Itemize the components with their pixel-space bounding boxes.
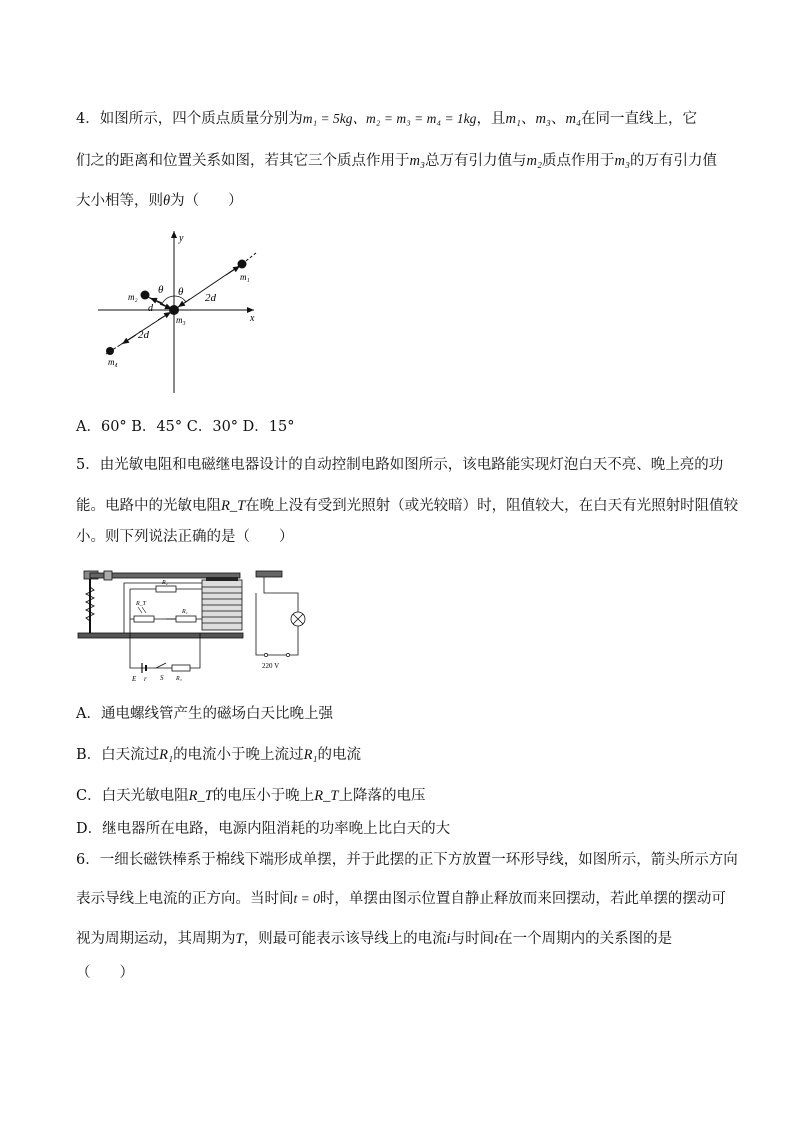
- q4-line-3: 大小相等，则θ为（ ）: [76, 193, 243, 209]
- svg-text:E: E: [132, 675, 137, 683]
- y-axis-label: y: [179, 233, 184, 244]
- svg-text:θ: θ: [178, 286, 184, 298]
- q4-figure: [90, 225, 280, 395]
- q5-figure: [76, 563, 336, 688]
- q5-option-d: D．继电器所在电路，电源内阻消耗的功率晚上比白天的大: [76, 821, 451, 837]
- mass-formula: m₁ = 5kg、m₂ = m₃ = m₄ = 1kg: [302, 111, 477, 126]
- svg-text:R₃: R₃: [176, 676, 182, 682]
- mass-m2: [141, 291, 150, 300]
- mass-m4: [106, 347, 114, 355]
- x-axis-label: x: [250, 313, 255, 324]
- q6-line-2: 表示导线上电流的正方向。当时间t = 0时，单摆由图示位置自静止释放而来回摆动，若此单摆的摆动可: [76, 891, 726, 907]
- svg-text:θ: θ: [158, 284, 164, 296]
- q4-options: A．60° B．45° C．30° D．15°: [76, 419, 295, 435]
- svg-text:2d: 2d: [205, 292, 216, 304]
- q5-option-a: A．通电螺线管产生的磁场白天比晚上强: [76, 706, 333, 722]
- svg-text:m₂: m₂: [128, 292, 138, 302]
- q5-line-2: 能。电路中的光敏电阻R_T在晚上没有受到光照射（或光较暗）时，阻值较大，在白天有光照射时阻值较: [76, 498, 739, 514]
- q5-option-b: B．白天流过R₁的电流小于晚上流过R₁的电流: [76, 747, 361, 763]
- q5-line-3: 小。则下列说法正确的是（ ）: [76, 529, 294, 545]
- svg-text:2d: 2d: [138, 329, 149, 341]
- q5-option-c: C．白天光敏电阻R_T的电压小于晚上R_T上降落的电压: [76, 788, 426, 804]
- q6-line-3: 视为周期运动，其周期为T，则最可能表示该导线上的电流i与时间t在一个周期内的关系图的是: [76, 931, 673, 947]
- svg-text:m₁: m₁: [240, 272, 250, 282]
- svg-text:R₁: R₁: [182, 609, 188, 615]
- q6-line-1: 6．一细长磁铁棒系于棉线下端形成单摆，并于此摆的正下方放置一环形导线，如图所示，箭头所示方向: [76, 852, 738, 868]
- svg-text:r: r: [144, 675, 147, 683]
- q4-line-2: 们之的距离和位置关系如图，若其它三个质点作用于m₃总万有引力值与m₂质点作用于m₃的万有引力值: [76, 153, 718, 169]
- svg-text:R₂: R₂: [162, 580, 168, 586]
- q5-line-1: 5．由光敏电阻和电磁继电器设计的自动控制电路如图所示，该电路能实现灯泡白天不亮、晚上亮的功: [76, 457, 724, 473]
- relay-base: [78, 633, 243, 638]
- svg-text:d: d: [148, 303, 153, 314]
- svg-text:m₄: m₄: [108, 357, 118, 367]
- spring-icon: [86, 587, 94, 621]
- mass-m3: [169, 305, 179, 315]
- mass-m1: [238, 260, 247, 269]
- q6-line-4: （ ）: [76, 965, 134, 981]
- q4-line-1: 4．如图所示，四个质点质量分别为m₁ = 5kg、m₂ = m₃ = m₄ = 1kg，且m₁、m₃、m₄在同一直线上，它: [76, 111, 697, 127]
- photoresistor: [134, 616, 154, 622]
- svg-text:S: S: [160, 674, 164, 682]
- svg-text:220 V: 220 V: [262, 662, 280, 670]
- svg-text:R_T: R_T: [136, 601, 147, 607]
- svg-text:m₃: m₃: [176, 315, 186, 325]
